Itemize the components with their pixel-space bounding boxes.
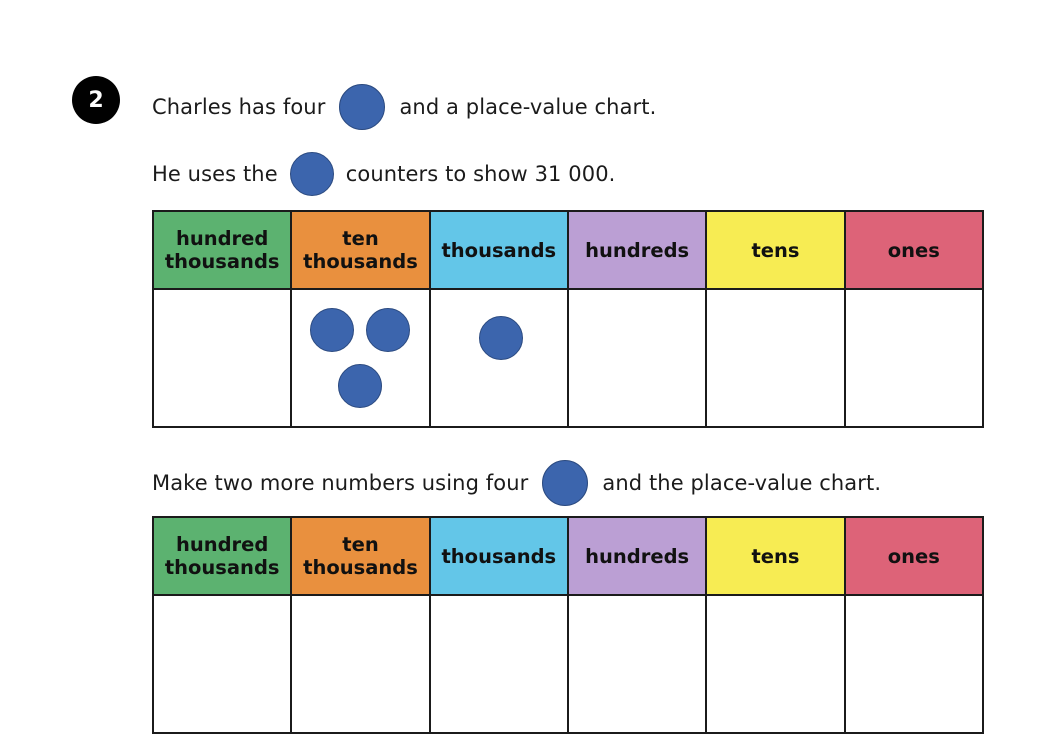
- cell-hundreds[interactable]: [568, 595, 706, 733]
- counter-area: [846, 290, 982, 426]
- counter-area: [154, 596, 290, 732]
- blue-counter-icon: [542, 460, 588, 506]
- blue-counter-icon: [339, 84, 385, 130]
- counter-area: [292, 596, 428, 732]
- cell-ten-thousands[interactable]: [291, 289, 429, 427]
- counter-area: [431, 290, 567, 426]
- question-line-3-text-before: Make two more numbers using four: [152, 471, 529, 495]
- blue-counter-icon: [290, 152, 334, 196]
- question-line-3: [152, 460, 881, 506]
- counter-area: [154, 290, 290, 426]
- column-header-thousands: thousands: [430, 211, 568, 289]
- counter-area: [431, 596, 567, 732]
- column-header-ones: ones: [845, 517, 983, 595]
- cell-tens[interactable]: [706, 289, 844, 427]
- cell-hundreds[interactable]: [568, 289, 706, 427]
- question-line-1-text-before: Charles has four: [152, 95, 326, 119]
- question-line-2: [152, 152, 615, 196]
- counter-area: [707, 596, 843, 732]
- question-number-badge: 2: [72, 76, 120, 124]
- column-header-tens: tens: [706, 211, 844, 289]
- cell-ones[interactable]: [845, 289, 983, 427]
- column-header-ten-thousands: ten thousands: [291, 211, 429, 289]
- cell-ten-thousands[interactable]: [291, 595, 429, 733]
- cell-ones[interactable]: [845, 595, 983, 733]
- blue-counter-icon: [310, 308, 354, 352]
- counter-area: [292, 290, 428, 426]
- place-value-chart-two: [152, 516, 984, 734]
- column-header-hundred-thousands: hundred thousands: [153, 517, 291, 595]
- counter-area: [569, 596, 705, 732]
- cell-tens[interactable]: [706, 595, 844, 733]
- counter-area: [707, 290, 843, 426]
- question-line-1: [152, 84, 656, 130]
- question-line-2-text-after: counters to show 31 000.: [345, 162, 616, 186]
- column-header-hundred-thousands: hundred thousands: [153, 211, 291, 289]
- table-row: [153, 595, 983, 733]
- place-value-chart-one: [152, 210, 984, 428]
- question-line-2-text-before: He uses the: [152, 162, 278, 186]
- question-line-1-text-after: and a place-value chart.: [399, 95, 657, 119]
- blue-counter-icon: [479, 316, 523, 360]
- column-header-thousands: thousands: [430, 517, 568, 595]
- cell-hundred-thousands[interactable]: [153, 289, 291, 427]
- cell-thousands[interactable]: [430, 595, 568, 733]
- blue-counter-icon: [338, 364, 382, 408]
- table-row: [153, 289, 983, 427]
- question-line-3-text-after: and the place-value chart.: [602, 471, 882, 495]
- column-header-tens: tens: [706, 517, 844, 595]
- cell-thousands[interactable]: [430, 289, 568, 427]
- column-header-hundreds: hundreds: [568, 517, 706, 595]
- column-header-hundreds: hundreds: [568, 211, 706, 289]
- counter-area: [569, 290, 705, 426]
- cell-hundred-thousands[interactable]: [153, 595, 291, 733]
- column-header-ones: ones: [845, 211, 983, 289]
- column-header-ten-thousands: ten thousands: [291, 517, 429, 595]
- table-header-row: [153, 211, 983, 289]
- counter-area: [846, 596, 982, 732]
- table-header-row: [153, 517, 983, 595]
- blue-counter-icon: [366, 308, 410, 352]
